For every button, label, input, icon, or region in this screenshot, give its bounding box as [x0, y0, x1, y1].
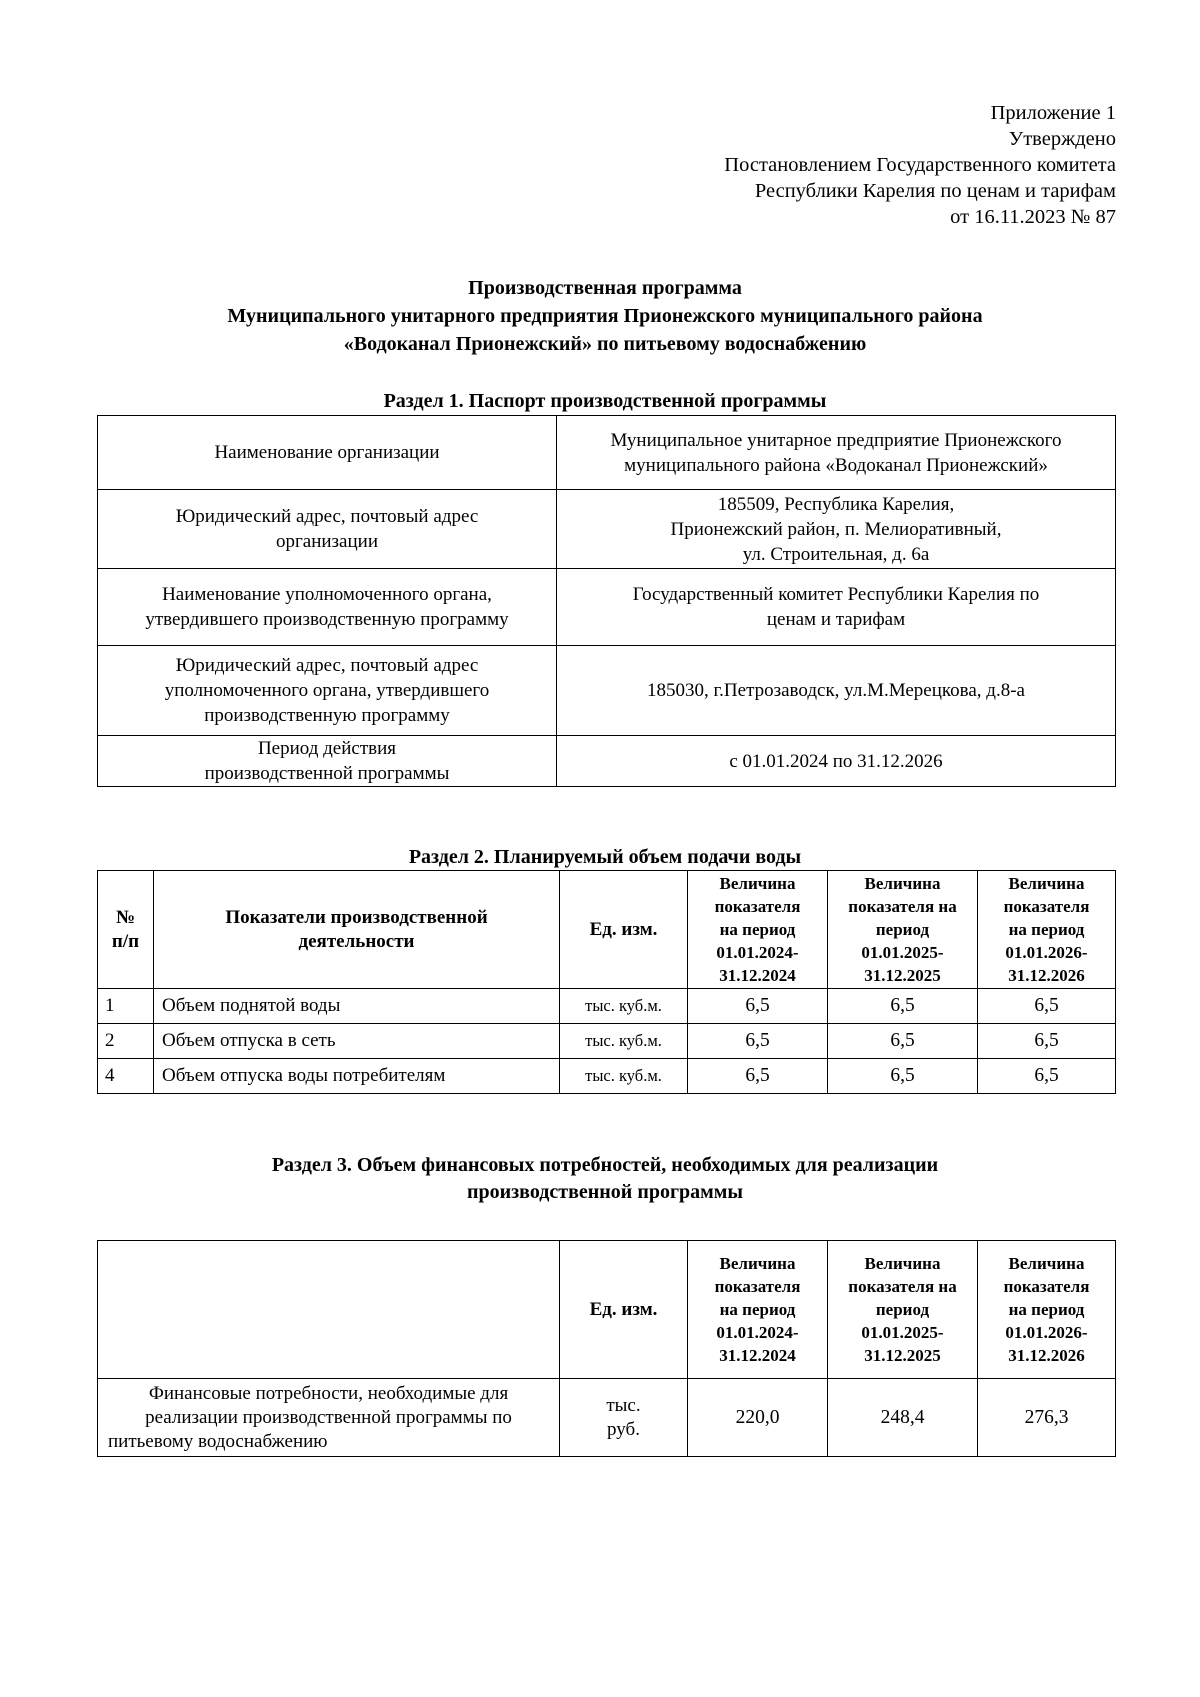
row-unit: тыс. куб.м. [560, 989, 688, 1024]
row-indicator: Объем отпуска в сеть [154, 1024, 560, 1059]
title-line: Производственная программа [468, 277, 742, 299]
row-number: 4 [98, 1059, 154, 1094]
row-value-2024: 6,5 [688, 1024, 828, 1059]
row-indicator: Финансовые потребности, необходимые для реализации производственной программы по питьевому водоснабжению [98, 1379, 560, 1457]
passport-label: Наименование организации [98, 416, 557, 490]
row-value-2024: 6,5 [688, 989, 828, 1024]
col-header-unit: Ед. изм. [560, 871, 688, 989]
financial-needs-table [97, 1240, 1116, 1457]
passport-value: 185030, г.Петрозаводск, ул.М.Мерецкова, д.8-а [557, 646, 1116, 736]
row-value-2025: 6,5 [828, 1059, 978, 1094]
row-value-2026: 276,3 [978, 1379, 1116, 1457]
title-line: Муниципального унитарного предприятия Прионежского муниципального района [227, 305, 983, 327]
row-unit: тыс. руб. [560, 1379, 688, 1457]
col-header-period-2024: Величина показателя на период 01.01.2024- 31.12.2024 [688, 871, 828, 989]
row-unit: тыс. куб.м. [560, 1024, 688, 1059]
row-number: 1 [98, 989, 154, 1024]
passport-table [97, 415, 1116, 787]
col-header-period-2025: Величина показателя на период 01.01.2025- 31.12.2025 [828, 871, 978, 989]
row-value-2024: 6,5 [688, 1059, 828, 1094]
document-title [97, 274, 1113, 358]
row-value-2026: 6,5 [978, 989, 1116, 1024]
row-value-2025: 6,5 [828, 1024, 978, 1059]
title-line: «Водоканал Прионежский» по питьевому водоснабжению [343, 333, 867, 355]
table-header-row [98, 871, 1116, 989]
table-row [98, 416, 1116, 490]
passport-value: 185509, Республика Карелия, Прионежский район, п. Мелиоративный, ул. Строительная, д. 6а [557, 490, 1116, 569]
passport-value: Государственный комитет Республики Карелия по ценам и тарифам [557, 569, 1116, 646]
passport-label: Юридический адрес, почтовый адрес организации [98, 490, 557, 569]
approval-line: Приложение 1 [990, 102, 1116, 124]
col-header-period-2025: Величина показателя на период 01.01.2025- 31.12.2025 [828, 1241, 978, 1379]
row-number: 2 [98, 1024, 154, 1059]
col-header-period-2026: Величина показателя на период 01.01.2026- 31.12.2026 [978, 871, 1116, 989]
col-header-period-2024: Величина показателя на период 01.01.2024- 31.12.2024 [688, 1241, 828, 1379]
row-indicator: Объем поднятой воды [154, 989, 560, 1024]
table-row [98, 1059, 1116, 1094]
col-header-num: № п/п [98, 871, 154, 989]
approval-line: Постановлением Государственного комитета [724, 154, 1116, 176]
approval-line: Утверждено [1008, 128, 1116, 150]
row-value-2026: 6,5 [978, 1059, 1116, 1094]
approval-line: от 16.11.2023 № 87 [950, 206, 1116, 228]
col-header-period-2026: Величина показателя на период 01.01.2026- 31.12.2026 [978, 1241, 1116, 1379]
table-row [98, 569, 1116, 646]
row-value-2024: 220,0 [688, 1379, 828, 1457]
table-row [98, 490, 1116, 569]
section3-heading [97, 1152, 1113, 1206]
water-supply-table [97, 870, 1116, 1094]
table-row [98, 646, 1116, 736]
table-row [98, 736, 1116, 787]
row-value-2025: 6,5 [828, 989, 978, 1024]
approval-line: Республики Карелия по ценам и тарифам [754, 180, 1116, 202]
approval-block [416, 100, 1116, 230]
table-header-row [98, 1241, 1116, 1379]
passport-value: с 01.01.2024 по 31.12.2026 [557, 736, 1116, 787]
table-row [98, 989, 1116, 1024]
row-unit: тыс. куб.м. [560, 1059, 688, 1094]
passport-value: Муниципальное унитарное предприятие Прионежского муниципального района «Водоканал Прионежский» [557, 416, 1116, 490]
section1-heading: Раздел 1. Паспорт производственной программы [383, 390, 827, 412]
col-header-empty [98, 1241, 560, 1379]
passport-label: Юридический адрес, почтовый адрес уполномоченного органа, утвердившего производственную программу [98, 646, 557, 736]
table-row [98, 1024, 1116, 1059]
section3-heading-line: производственной программы [466, 1181, 744, 1203]
section2-heading: Раздел 2. Планируемый объем подачи воды [408, 846, 802, 868]
table-row [98, 1379, 1116, 1457]
col-header-unit: Ед. изм. [560, 1241, 688, 1379]
col-header-indicator: Показатели производственной деятельности [154, 871, 560, 989]
section3-heading-line: Раздел 3. Объем финансовых потребностей, необходимых для реализации [271, 1154, 939, 1176]
row-value-2026: 6,5 [978, 1024, 1116, 1059]
row-indicator: Объем отпуска воды потребителям [154, 1059, 560, 1094]
passport-label: Наименование уполномоченного органа, утвердившего производственную программу [98, 569, 557, 646]
passport-label: Период действия производственной программы [98, 736, 557, 787]
row-value-2025: 248,4 [828, 1379, 978, 1457]
